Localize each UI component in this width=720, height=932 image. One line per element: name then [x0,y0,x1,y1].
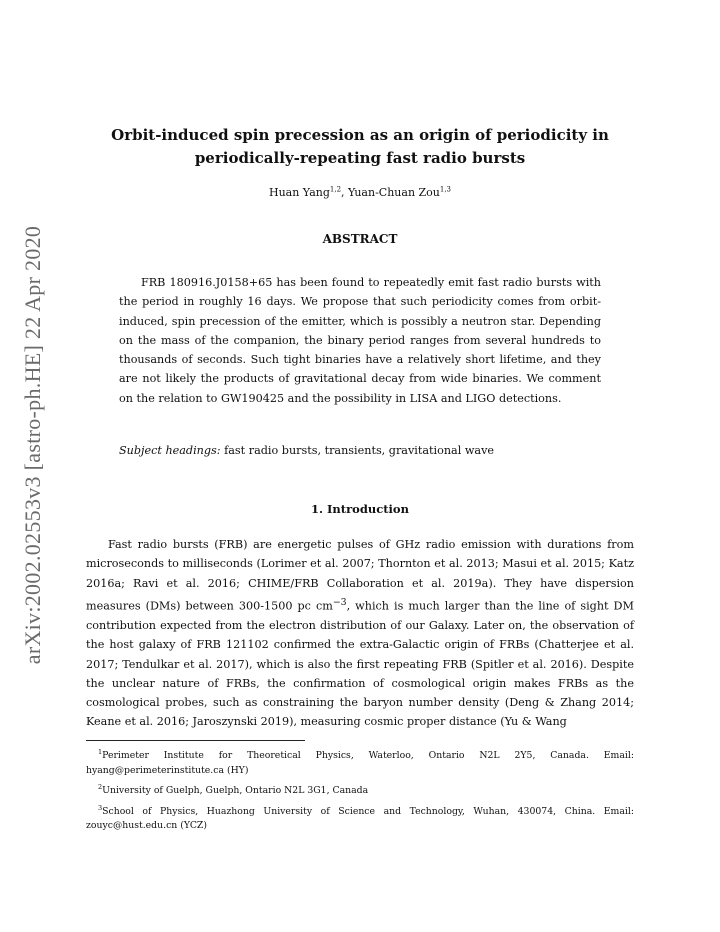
footnote-mark: 2 [98,783,103,792]
abstract-body: FRB 180916.J0158+65 has been found to repeatedly emit fast radio bursts with the period in roughly 16 days. We propose that such periodicity comes from orbit-induced, spin precession of the emitter, which is possibly a neutron star. Depending on the mass of the companion, the binary period ranges from several hundreds to thousands of seconds. Such tight binaries have a relatively short lifetime, and they are not likely the products of gravitational decay from wide binaries. We comment on the relation to GW190425 and the possibility in LISA and LIGO detections. [119,276,601,405]
author-list [80,185,640,201]
footnote-divider [86,740,305,741]
footnote-2 [86,784,634,799]
subject-headings [119,442,601,460]
introduction-paragraph [86,535,634,732]
introduction-text-part-1: Fast radio bursts (FRB) are energetic pulses of GHz radio emission with durations from microseconds to milliseconds (Lorimer et al. 2007; Thornton et al. 2013; Masui et al. 2015; Katz 2016a; Ravi et al. 2016; CHIME/FRB Collaboration et al. 2019a). They have dispersion measures (DMs) between 300-1500 pc cm [86,538,634,613]
subject-headings-text: fast radio bursts, transients, gravitational wave [224,444,495,457]
footnote-mark: 3 [98,803,103,812]
subject-headings-label: Subject headings: [119,444,221,457]
paper-title [80,124,640,170]
author-affiliation-mark: 1,3 [439,185,452,194]
author-name: Huan Yang [268,186,330,199]
introduction-text-part-2: , which is much larger than the line of sight DM contribution expected from the electron distribution of our Galaxy. Later on, the observation of the host galaxy of FRB 121102 confirmed the extra-Galactic origin of FRBs (Chatterjee et al. 2017; Tendulkar et al. 2017), which is also the first repeating FRB (Spitler et al. 2016). Despite the unclear nature of FRBs, the confirmation of cosmological origin makes FRBs as the cosmological probes, such as constraining the baryon number density (Deng & Zhang 2014; Keane et al. 2016; Jaroszynski 2019), measuring cosmic proper distance (Yu & Wang [86,599,634,729]
author-name: Yuan-Chuan Zou [348,186,440,199]
arxiv-identifier-text: arXiv:2002.02553v3 [astro-ph.HE] 22 Apr 2020 [20,225,46,665]
footnote-mark: 1 [98,747,103,756]
paper-title-line-1: Orbit-induced spin precession as an origin of periodicity in [111,126,609,144]
unit-exponent: −3 [332,596,347,608]
arxiv-identifier-stamp [13,225,53,665]
footnote-text: University of Guelph, Guelph, Ontario N2L 3G1, Canada [102,785,369,797]
abstract-heading: ABSTRACT [322,232,398,246]
footnote-text: School of Physics, Huazhong University of Science and Technology, Wuhan, 430074, China. Email: zouyc@hust.edu.cn (YCZ) [86,805,634,832]
paper-title-line-2: periodically-repeating fast radio bursts [194,149,526,167]
footnote-text: Perimeter Institute for Theoretical Physics, Waterloo, Ontario N2L 2Y5, Canada. Email: hyang@perimeterinstitute.ca (HY) [86,750,634,776]
footnotes [86,749,634,840]
author-separator: , [341,186,349,199]
footnote-3 [86,805,634,834]
footnote-1 [86,749,634,778]
author-affiliation-mark: 1,2 [329,185,342,194]
section-heading-introduction: 1. Introduction [311,502,409,516]
